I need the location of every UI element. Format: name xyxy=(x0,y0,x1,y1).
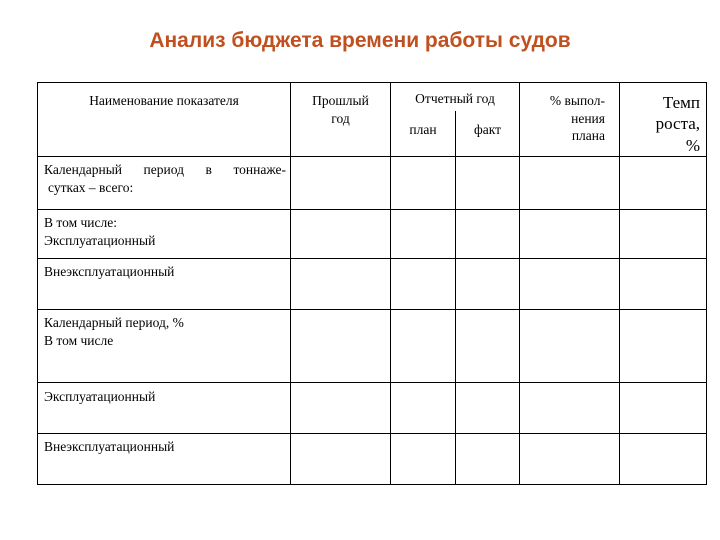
cell-plan xyxy=(391,210,456,259)
cell-plan-completion xyxy=(520,157,620,210)
row-label-line2: сутках – всего: xyxy=(48,179,134,195)
row-label xyxy=(38,259,291,310)
header-plan-completion-line2: нения xyxy=(571,110,605,126)
cell-fact xyxy=(456,157,520,210)
row-label-line1: Календарный период, % xyxy=(44,315,184,330)
row-label-line2: Эксплуатационный xyxy=(44,232,156,248)
header-indicator-name: Наименование показателя xyxy=(38,83,291,157)
row-label xyxy=(38,157,291,210)
header-growth-rate-line3: % xyxy=(685,135,700,155)
header-row-1 xyxy=(38,83,707,111)
row-label xyxy=(38,310,291,383)
row-label xyxy=(38,383,291,434)
cell-growth-rate xyxy=(620,383,707,434)
header-previous-year-line1: Прошлый xyxy=(312,93,369,108)
header-plan: план xyxy=(391,111,456,157)
row-label xyxy=(38,210,291,259)
row-label-line1: Календарный период в тоннаже- xyxy=(44,162,286,177)
cell-plan xyxy=(391,383,456,434)
cell-previous-year xyxy=(291,383,391,434)
cell-growth-rate xyxy=(620,310,707,383)
page-title: Анализ бюджета времени работы судов xyxy=(149,29,571,52)
cell-fact xyxy=(456,434,520,485)
time-budget-table xyxy=(37,82,707,485)
table-row xyxy=(38,259,707,310)
cell-fact xyxy=(456,310,520,383)
cell-fact xyxy=(456,383,520,434)
cell-plan-completion xyxy=(520,259,620,310)
cell-growth-rate xyxy=(620,434,707,485)
header-previous-year xyxy=(291,83,391,157)
table-row xyxy=(38,310,707,383)
header-growth-rate xyxy=(620,83,707,157)
row-label-line1: В том числе: xyxy=(44,215,117,230)
row-label xyxy=(38,434,291,485)
cell-plan-completion xyxy=(520,310,620,383)
table-row xyxy=(38,383,707,434)
table-row xyxy=(38,157,707,210)
row-label-line2: В том числе xyxy=(44,332,114,348)
cell-growth-rate xyxy=(620,210,707,259)
header-plan-completion-line1: % выпол- xyxy=(549,93,605,108)
cell-growth-rate xyxy=(620,157,707,210)
cell-plan xyxy=(391,434,456,485)
header-plan-completion xyxy=(520,83,620,157)
header-growth-rate-line1: Темп xyxy=(662,93,700,112)
row-label-line1: Внеэксплуатационный xyxy=(44,264,175,279)
cell-previous-year xyxy=(291,259,391,310)
cell-plan xyxy=(391,157,456,210)
cell-previous-year xyxy=(291,157,391,210)
cell-plan-completion xyxy=(520,434,620,485)
header-previous-year-line2: год xyxy=(331,110,350,126)
header-plan-completion-line3: плана xyxy=(571,128,605,144)
cell-plan xyxy=(391,310,456,383)
cell-fact xyxy=(456,210,520,259)
cell-previous-year xyxy=(291,434,391,485)
cell-fact xyxy=(456,259,520,310)
cell-plan-completion xyxy=(520,210,620,259)
table-row xyxy=(38,210,707,259)
table-row xyxy=(38,434,707,485)
row-label-line1: Внеэксплуатационный xyxy=(44,439,175,454)
cell-previous-year xyxy=(291,210,391,259)
header-report-year: Отчетный год xyxy=(391,83,520,111)
row-label-line1: Эксплуатационный xyxy=(44,389,156,404)
cell-plan xyxy=(391,259,456,310)
cell-plan-completion xyxy=(520,383,620,434)
header-fact: факт xyxy=(456,111,520,157)
cell-previous-year xyxy=(291,310,391,383)
cell-growth-rate xyxy=(620,259,707,310)
header-growth-rate-line2: роста, xyxy=(655,114,700,134)
